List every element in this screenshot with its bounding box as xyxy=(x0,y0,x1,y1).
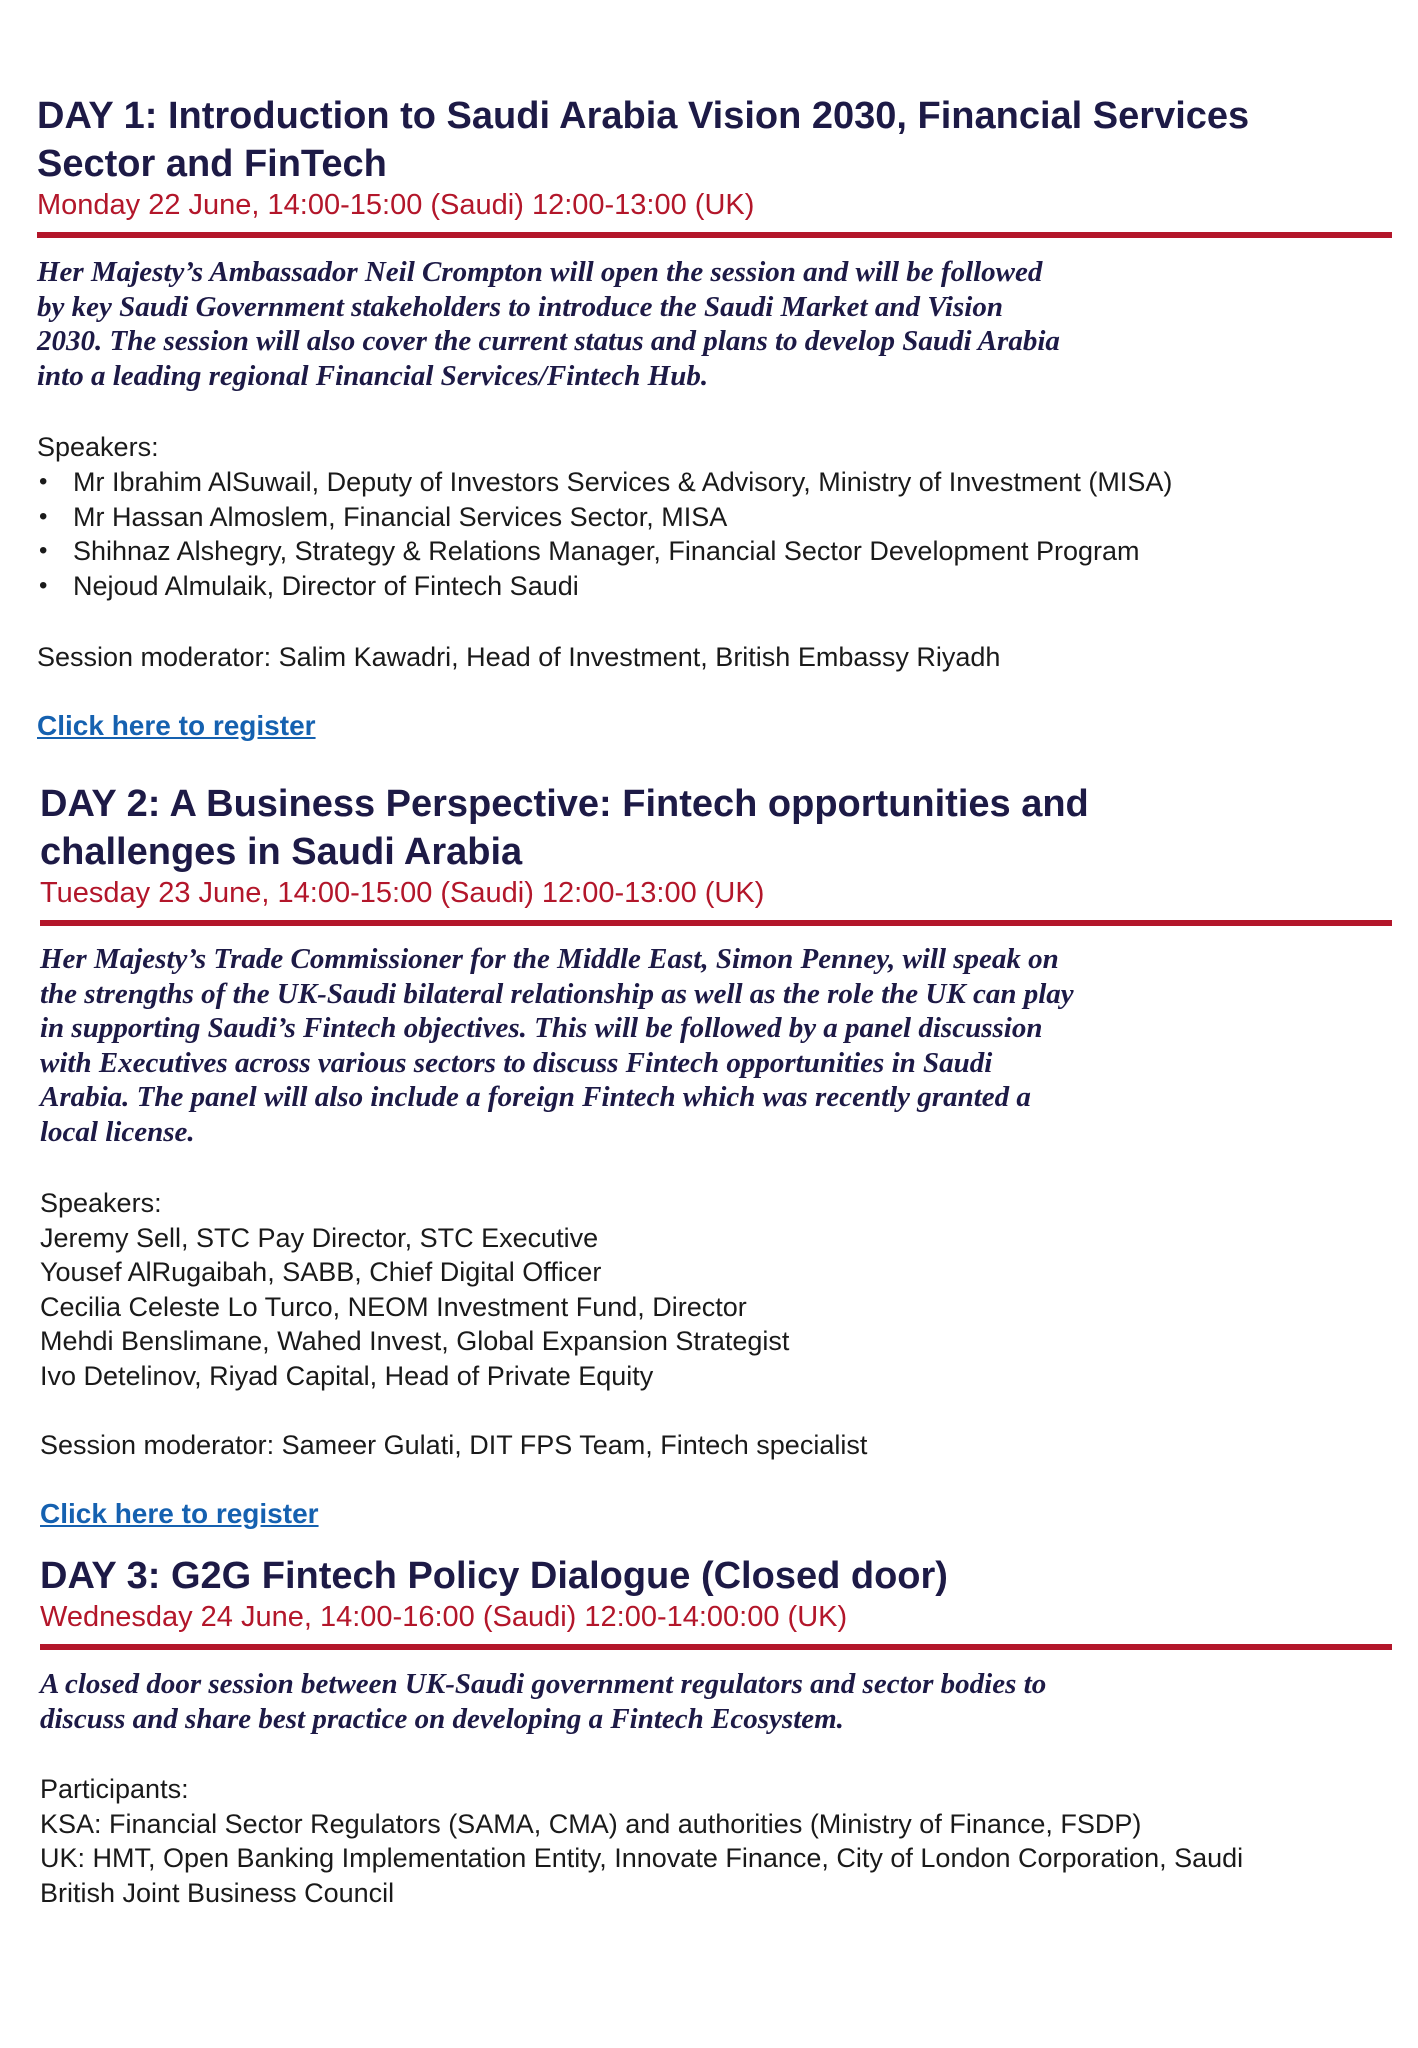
list-item: Ivo Detelinov, Riyad Capital, Head of Private Equity xyxy=(40,1361,654,1391)
list-item xyxy=(37,500,1172,535)
day3-participants-label: Participants: xyxy=(40,1774,189,1804)
day1-divider xyxy=(37,232,1392,238)
list-item: Cecilia Celeste Lo Turco, NEOM Investment Fund, Director xyxy=(40,1292,747,1322)
day2-title xyxy=(40,780,1089,876)
day1-speakers-label: Speakers: xyxy=(37,432,159,462)
day3-intro-line: A closed door session between UK-Saudi government regulators and sector bodies to xyxy=(40,1668,1047,1700)
list-item xyxy=(37,569,1172,604)
day2-intro-line: local license. xyxy=(40,1115,195,1148)
list-item xyxy=(37,534,1172,569)
day3-intro xyxy=(40,1667,1046,1736)
day1-title-line: Sector and FinTech xyxy=(37,143,387,185)
day1-intro xyxy=(37,255,1060,393)
day1-register-link[interactable]: Click here to register xyxy=(37,710,316,741)
list-item: British Joint Business Council xyxy=(40,1878,395,1908)
day1-intro-line: by key Saudi Government stakeholders to introduce the Saudi Market and Vision xyxy=(37,290,1003,323)
day2-intro-line: the strengths of the UK-Saudi bilateral relationship as well as the role the UK can play xyxy=(40,977,1074,1010)
day3-date: Wednesday 24 June, 14:00-16:00 (Saudi) 12:00-14:00:00 (UK) xyxy=(40,1601,848,1633)
day1-title-line: DAY 1: Introduction to Saudi Arabia Vision 2030, Financial Services xyxy=(37,95,1250,137)
list-item xyxy=(37,465,1172,500)
day1-intro-line: Her Majesty’s Ambassador Neil Crompton will open the session and will be followed xyxy=(37,256,1043,288)
list-item: Mehdi Benslimane, Wahed Invest, Global Expansion Strategist xyxy=(40,1326,790,1356)
bullet-icon: • xyxy=(39,502,48,530)
day2-intro-line: Her Majesty’s Trade Commissioner for the Middle East, Simon Penney, will speak on xyxy=(40,943,1059,975)
list-item: UK: HMT, Open Banking Implementation Entity, Innovate Finance, City of London Corporation, Saudi xyxy=(40,1843,1244,1873)
day2-intro-line: with Executives across various sectors to discuss Fintech opportunities in Saudi xyxy=(40,1046,993,1079)
day3-divider xyxy=(40,1644,1392,1650)
list-item: Yousef AlRugaibah, SABB, Chief Digital Officer xyxy=(40,1257,602,1287)
day2-title-line: DAY 2: A Business Perspective: Fintech opportunities and xyxy=(40,783,1089,825)
day1-intro-line: into a leading regional Financial Services/Fintech Hub. xyxy=(37,359,709,392)
day1-speakers-list xyxy=(37,465,1172,603)
speaker-name: Mr Ibrahim AlSuwail, Deputy of Investors Services & Advisory, Ministry of Investment (MISA) xyxy=(73,467,1173,497)
day1-date: Monday 22 June, 14:00-15:00 (Saudi) 12:00-13:00 (UK) xyxy=(37,189,755,221)
day2-divider xyxy=(40,920,1392,926)
speaker-name: Shihnaz Alshegry, Strategy & Relations Manager, Financial Sector Development Program xyxy=(73,536,1140,566)
list-item: Jeremy Sell, STC Pay Director, STC Executive xyxy=(40,1223,599,1253)
day2-moderator: Session moderator: Sameer Gulati, DIT FPS Team, Fintech specialist xyxy=(40,1430,868,1460)
day2-register-link[interactable]: Click here to register xyxy=(40,1498,319,1529)
day1-moderator: Session moderator: Salim Kawadri, Head of Investment, British Embassy Riyadh xyxy=(37,642,1001,672)
day2-intro-line: in supporting Saudi’s Fintech objectives. This will be followed by a panel discussion xyxy=(40,1012,1043,1044)
day3-intro-line: discuss and share best practice on developing a Fintech Ecosystem. xyxy=(40,1702,844,1735)
bullet-icon: • xyxy=(39,537,48,564)
day3-title-line: DAY 3: G2G Fintech Policy Dialogue (Closed door) xyxy=(40,1555,948,1597)
day1-title xyxy=(37,92,1249,188)
list-item: KSA: Financial Sector Regulators (SAMA, CMA) and authorities (Ministry of Finance, FSDP) xyxy=(40,1809,1142,1839)
bullet-icon: • xyxy=(39,468,48,495)
day2-date: Tuesday 23 June, 14:00-15:00 (Saudi) 12:00-13:00 (UK) xyxy=(40,877,765,909)
speaker-name: Mr Hassan Almoslem, Financial Services Sector, MISA xyxy=(73,501,728,532)
day2-title-line: challenges in Saudi Arabia xyxy=(40,831,523,873)
day2-intro xyxy=(40,942,1074,1149)
bullet-icon: • xyxy=(39,571,48,599)
day2-intro-line: Arabia. The panel will also include a foreign Fintech which was recently granted a xyxy=(40,1081,1031,1113)
day1-intro-line: 2030. The session will also cover the current status and plans to develop Saudi Arabia xyxy=(37,325,1060,357)
day3-title xyxy=(40,1552,948,1600)
day2-speakers-label: Speakers: xyxy=(40,1188,162,1218)
speaker-name: Nejoud Almulaik, Director of Fintech Saudi xyxy=(73,570,579,601)
